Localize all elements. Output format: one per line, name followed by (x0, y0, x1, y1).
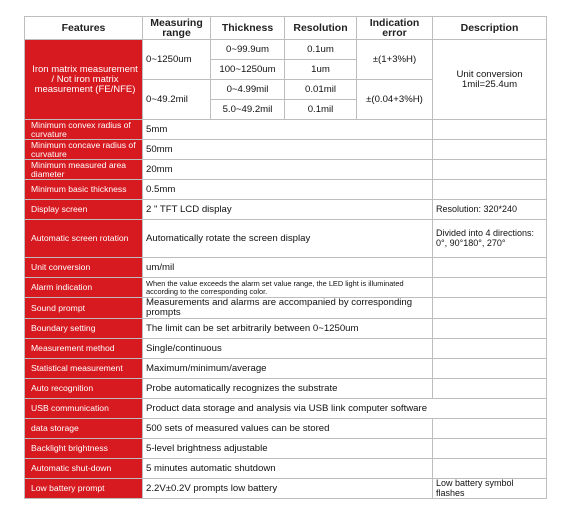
table-row (25, 319, 547, 339)
feature-description: Divided into 4 directions: 0°, 90°180°, 270° (433, 220, 547, 258)
feature-value: 2.2V±0.2V prompts low battery (143, 479, 433, 499)
feature-description (433, 319, 547, 339)
feature-value: 20mm (143, 160, 433, 180)
feature-description (433, 439, 547, 459)
feature-label: Minimum measured area diameter (25, 160, 143, 180)
feature-value: Measurements and alarms are accompanied by corresponding prompts (143, 298, 433, 319)
feature-label: Automatic screen rotation (25, 220, 143, 258)
table-row (25, 339, 547, 359)
table-row (25, 399, 547, 419)
feature-label: Boundary setting (25, 319, 143, 339)
header-features: Features (25, 17, 143, 40)
feature-value: 5 minutes automatic shutdown (143, 459, 433, 479)
feature-value: 2 " TFT LCD display (143, 200, 433, 220)
feature-label: USB communication (25, 399, 143, 419)
feature-value: When the value exceeds the alarm set value range, the LED light is illuminated according to the corresponding color. (143, 278, 433, 298)
description-unit-conversion: Unit conversion 1mil=25.4um (433, 40, 547, 120)
feature-label: Auto recognition (25, 379, 143, 399)
feature-value: Automatically rotate the screen display (143, 220, 433, 258)
feature-label: Backlight brightness (25, 439, 143, 459)
feature-description: Low battery symbol flashes (433, 479, 547, 499)
header-resolution: Resolution (285, 17, 357, 40)
feature-value: um/mil (143, 258, 433, 278)
feature-description (433, 419, 547, 439)
feature-description (433, 278, 547, 298)
table-row (25, 379, 547, 399)
table-row (25, 419, 547, 439)
feature-label: Alarm indication (25, 278, 143, 298)
resolution-2: 1um (285, 60, 357, 80)
feature-description (433, 459, 547, 479)
table-row (25, 439, 547, 459)
range-um: 0~1250um (143, 40, 211, 80)
feature-label: Minimum concave radius of curvature (25, 140, 143, 160)
feature-value: 0.5mm (143, 180, 433, 200)
range-mil: 0~49.2mil (143, 80, 211, 120)
feature-description (433, 359, 547, 379)
table-row (25, 220, 547, 258)
feature-description (433, 298, 547, 319)
feature-label: Unit conversion (25, 258, 143, 278)
feature-description: Resolution: 320*240 (433, 200, 547, 220)
feature-label: Minimum basic thickness (25, 180, 143, 200)
feature-value: Single/continuous (143, 339, 433, 359)
feature-value: 5mm (143, 120, 433, 140)
thickness-3: 0~4.99mil (211, 80, 285, 100)
feature-label: Minimum convex radius of curvature (25, 120, 143, 140)
feature-description (433, 140, 547, 160)
feature-label: Low battery prompt (25, 479, 143, 499)
feature-label: Display screen (25, 200, 143, 220)
header-description: Description (433, 17, 547, 40)
feature-value: 50mm (143, 140, 433, 160)
feature-label: Measurement method (25, 339, 143, 359)
feature-value: The limit can be set arbitrarily between 0~1250um (143, 319, 433, 339)
table-row (25, 479, 547, 499)
header-row (25, 17, 547, 40)
table-row (25, 459, 547, 479)
feature-description (433, 180, 547, 200)
feature-value: Product data storage and analysis via USB link computer software (143, 399, 547, 419)
header-thickness: Thickness (211, 17, 285, 40)
table-row (25, 140, 547, 160)
spec-table (24, 16, 547, 499)
table-row (25, 120, 547, 140)
feature-description (433, 379, 547, 399)
feature-description (433, 258, 547, 278)
header-measuring-range: Measuring range (143, 17, 211, 40)
thickness-4: 5.0~49.2mil (211, 100, 285, 120)
feature-value: Maximum/minimum/average (143, 359, 433, 379)
thickness-1: 0~99.9um (211, 40, 285, 60)
feature-description (433, 339, 547, 359)
table-row (25, 200, 547, 220)
thickness-2: 100~1250um (211, 60, 285, 80)
feature-value: 500 sets of measured values can be stored (143, 419, 433, 439)
resolution-4: 0.1mil (285, 100, 357, 120)
header-indication-error: Indication error (357, 17, 433, 40)
feature-label: Automatic shut-down (25, 459, 143, 479)
table-row (25, 160, 547, 180)
resolution-3: 0.01mil (285, 80, 357, 100)
table-row (25, 258, 547, 278)
table-row (25, 298, 547, 319)
table-row (25, 359, 547, 379)
table-row (25, 180, 547, 200)
feature-value: Probe automatically recognizes the substrate (143, 379, 433, 399)
feature-description (433, 120, 547, 140)
feature-value: 5-level brightness adjustable (143, 439, 433, 459)
feature-label: Sound prompt (25, 298, 143, 319)
table-row (25, 278, 547, 298)
error-um: ±(1+3%H) (357, 40, 433, 80)
feature-label: Statistical measurement (25, 359, 143, 379)
feature-iron-matrix: Iron matrix measurement / Not iron matrix measurement (FE/NFE) (25, 40, 143, 120)
resolution-1: 0.1um (285, 40, 357, 60)
feature-label: data storage (25, 419, 143, 439)
feature-description (433, 160, 547, 180)
error-mil: ±(0.04+3%H) (357, 80, 433, 120)
